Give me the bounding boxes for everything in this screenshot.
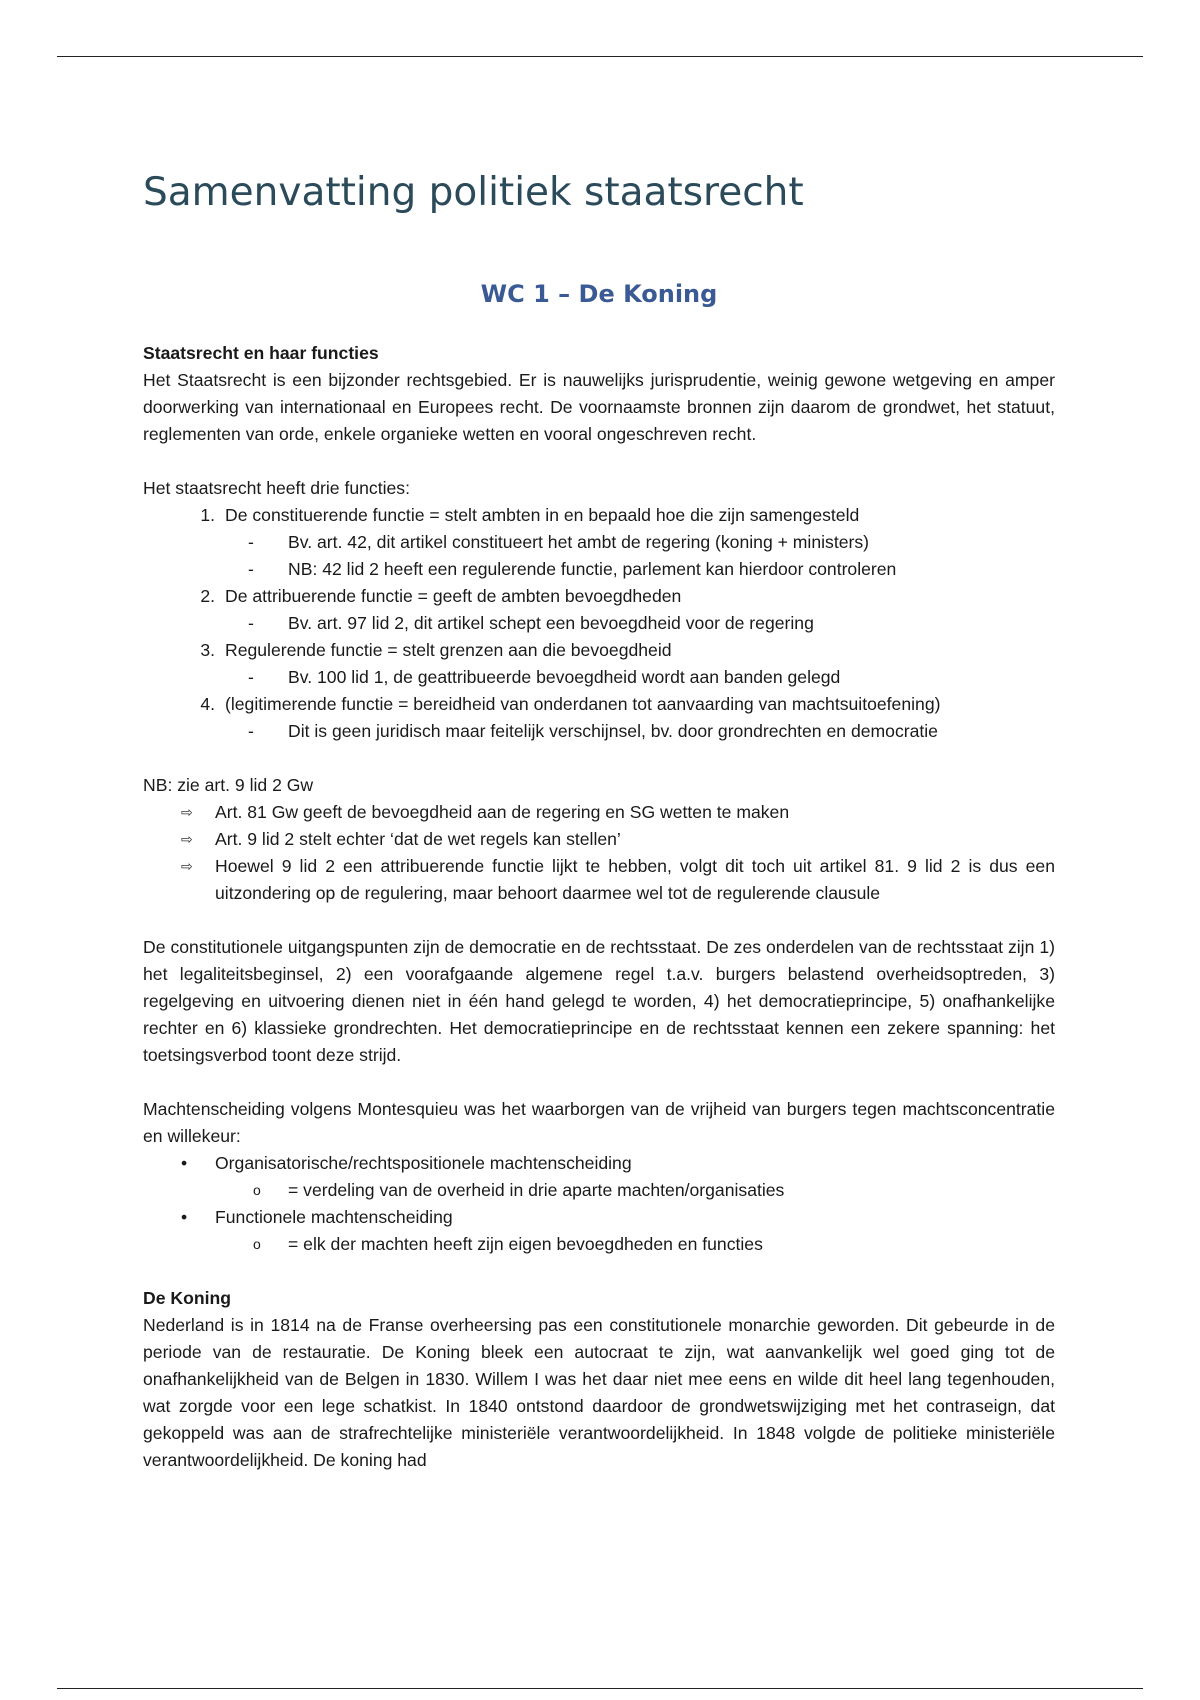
sub-item (143, 718, 1055, 745)
sub-bullet-item (143, 1177, 1055, 1204)
paragraph-montesquieu: Machtenscheiding volgens Montesquieu was het waarborgen van de vrijheid van burgers tegen machtsconcentratie en willekeur: (143, 1099, 1055, 1146)
arrow-icon: ⇨ (181, 831, 193, 847)
list-item (143, 502, 1055, 529)
list-number: 1. (200, 505, 215, 525)
sub-text: Bv. 100 lid 1, de geattribueerde bevoegdheid wordt aan banden gelegd (288, 667, 841, 687)
header-rule (57, 56, 1143, 57)
list-text: De attribuerende functie = geeft de ambten bevoegdheden (225, 586, 682, 606)
nb-item (143, 853, 1055, 907)
list-text: Regulerende functie = stelt grenzen aan die bevoegdheid (225, 640, 672, 660)
sub-item (143, 556, 1055, 583)
document-body (143, 340, 1055, 1474)
dash-marker: - (248, 559, 254, 579)
sub-bullet-text: = verdeling van de overheid in drie aparte machten/organisaties (288, 1180, 785, 1200)
sub-bullet-text: = elk der machten heeft zijn eigen bevoegdheden en functies (288, 1234, 763, 1254)
arrow-icon: ⇨ (181, 804, 193, 820)
list-number: 3. (200, 640, 215, 660)
circle-marker: o (253, 1182, 261, 1198)
bullet-marker: • (181, 1153, 188, 1173)
bullet-text: Functionele machtenscheiding (215, 1207, 453, 1227)
sub-bullet-item (143, 1231, 1055, 1258)
nb-text: Art. 9 lid 2 stelt echter ‘dat de wet regels kan stellen’ (215, 829, 621, 849)
arrow-icon: ⇨ (181, 858, 193, 874)
nb-lead: NB: zie art. 9 lid 2 Gw (143, 775, 314, 795)
nb-item (143, 799, 1055, 826)
paragraph-intro: Het Staatsrecht is een bijzonder rechtsgebied. Er is nauwelijks jurisprudentie, weinig gewone wetgeving en amper doorwerking van internationaal en Europees recht. De voornaamste bronnen zijn daarom de grondwet, het statuut, reglementen van orde, enkele organieke wetten en vooral ongeschreven recht. (143, 370, 1055, 444)
paragraph-koning: Nederland is in 1814 na de Franse overheersing pas een constitutionele monarchie geworden. Dit gebeurde in de periode van de restauratie. De Koning bleek een autocraat te zijn, wat aanvankelijk wel goed ging tot de onafhankelijkheid van de Belgen in 1830. Willem I was het daar niet mee eens en wilde dit heel lang tegenhouden, wat zorgde voor een lege schatkist. In 1840 ontstond daardoor de grondwetswijziging met het contraseign, dat gekoppeld was aan de strafrechtelijke ministeriële verantwoordelijkheid. In 1848 volgde de politieke ministeriële verantwoordelijkheid. De koning had (143, 1315, 1055, 1470)
sub-item (143, 610, 1055, 637)
dash-marker: - (248, 667, 254, 687)
functions-list (143, 502, 1055, 745)
circle-marker: o (253, 1236, 261, 1252)
list-item (143, 637, 1055, 664)
dash-marker: - (248, 613, 254, 633)
paragraph-constitutional: De constitutionele uitgangspunten zijn de democratie en de rechtsstaat. De zes onderdelen van de rechtsstaat zijn 1) het legaliteitsbeginsel, 2) een voorafgaande algemene regel t.a.v. burgers belastend overheidsoptreden, 3) regelgeving en uitvoering dienen niet in één hand gelegd te worden, 4) het democratieprincipe, 5) onafhankelijke rechter en 6) klassieke grondrechten. Het democratieprincipe en de rechtsstaat kennen een zekere spanning: het toetsingsverbod toont deze strijd. (143, 937, 1055, 1065)
document-title: Samenvatting politiek staatsrecht (143, 170, 804, 215)
sub-item (143, 664, 1055, 691)
list-number: 2. (200, 586, 215, 606)
bullet-item (143, 1150, 1055, 1177)
section-heading: Staatsrecht en haar functies (143, 343, 379, 363)
nb-item (143, 826, 1055, 853)
sub-text: Bv. art. 42, dit artikel constitueert het ambt de regering (koning + ministers) (288, 532, 870, 552)
chapter-heading: WC 1 – De Koning (480, 280, 718, 308)
bullet-marker: • (181, 1207, 188, 1227)
sub-item (143, 529, 1055, 556)
nb-text: Hoewel 9 lid 2 een attribuerende functie lijkt te hebben, volgt dit toch uit artikel 81. 9 lid 2 is dus een uitzondering op de regulering, maar behoort daarmee wel tot de regulerende clausule (215, 856, 1055, 903)
footer-rule (57, 1688, 1143, 1689)
list-number: 4. (200, 694, 215, 714)
section-heading-koning: De Koning (143, 1288, 231, 1308)
nb-text: Art. 81 Gw geeft de bevoegdheid aan de regering en SG wetten te maken (215, 802, 790, 822)
sub-text: NB: 42 lid 2 heeft een regulerende functie, parlement kan hierdoor controleren (288, 559, 897, 579)
bullet-text: Organisatorische/rechtspositionele machtenscheiding (215, 1153, 632, 1173)
bullet-item (143, 1204, 1055, 1231)
sub-text: Dit is geen juridisch maar feitelijk verschijnsel, bv. door grondrechten en democratie (288, 721, 938, 741)
document-page (143, 170, 1055, 1470)
list-item (143, 583, 1055, 610)
functions-lead: Het staatsrecht heeft drie functies: (143, 478, 410, 498)
list-text: (legitimerende functie = bereidheid van onderdanen tot aanvaarding van machtsuitoefening) (225, 694, 941, 714)
list-item (143, 691, 1055, 718)
list-text: De constituerende functie = stelt ambten in en bepaald hoe die zijn samengesteld (225, 505, 860, 525)
sub-text: Bv. art. 97 lid 2, dit artikel schept een bevoegdheid voor de regering (288, 613, 814, 633)
dash-marker: - (248, 721, 254, 741)
dash-marker: - (248, 532, 254, 552)
